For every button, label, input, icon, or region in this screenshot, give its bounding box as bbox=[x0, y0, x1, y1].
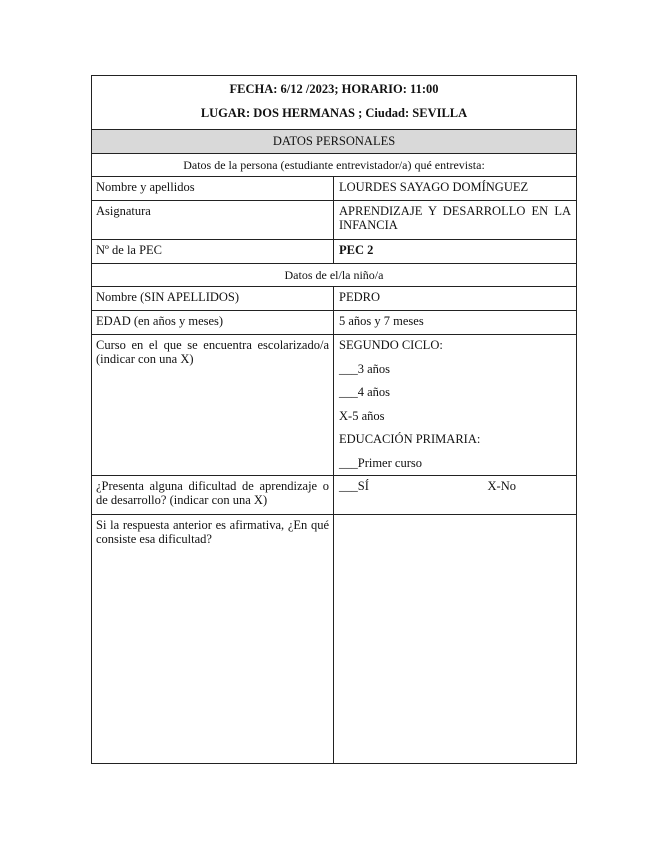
table-row bbox=[92, 334, 576, 475]
date-time-line: FECHA: 6/12 /2023; HORARIO: 11:00 bbox=[229, 82, 439, 96]
interviewer-name-label: Nombre y apellidos bbox=[92, 177, 334, 200]
table-row bbox=[92, 200, 576, 239]
personal-data-section bbox=[92, 129, 576, 153]
difficulty-detail-label: Si la respuesta anterior es afirmativa, ¿En qué consiste esa dificultad? bbox=[92, 515, 334, 763]
table-row bbox=[92, 475, 576, 514]
difficulty-no-option: X-No bbox=[487, 479, 516, 493]
difficulty-detail-value bbox=[334, 515, 576, 763]
difficulty-label: ¿Presenta alguna dificultad de aprendizaje o de desarrollo? (indicar con una X) bbox=[92, 476, 334, 514]
table-row bbox=[92, 310, 576, 334]
table-row bbox=[92, 514, 576, 763]
child-name-label: Nombre (SIN APELLIDOS) bbox=[92, 287, 334, 310]
interview-form bbox=[91, 75, 577, 764]
course-option: SEGUNDO CICLO: bbox=[339, 338, 443, 352]
subject-label: Asignatura bbox=[92, 201, 334, 239]
child-age-label: EDAD (en años y meses) bbox=[92, 311, 334, 334]
course-label: Curso en el que se encuentra escolarizado/a (indicar con una X) bbox=[92, 335, 334, 475]
course-option: ___Primer curso bbox=[339, 455, 422, 470]
difficulty-yes-option: ___SÍ bbox=[339, 479, 369, 493]
interviewer-subsection bbox=[92, 153, 576, 176]
difficulty-answer bbox=[339, 479, 571, 493]
interviewer-name-value: LOURDES SAYAGO DOMÍNGUEZ bbox=[339, 180, 529, 194]
child-subsection bbox=[92, 263, 576, 286]
subsection-title-child: Datos de el/la niño/a bbox=[284, 268, 384, 282]
course-option: ___4 años bbox=[339, 385, 391, 399]
section-title-personal: DATOS PERSONALES bbox=[92, 130, 576, 153]
table-row bbox=[92, 286, 576, 310]
course-options bbox=[334, 335, 576, 475]
subsection-title-interviewer: Datos de la persona (estudiante entrevistador/a) qué entrevista: bbox=[183, 158, 485, 172]
course-option: X-5 años bbox=[339, 408, 385, 423]
course-option: EDUCACIÓN PRIMARIA: bbox=[339, 432, 481, 446]
table-row bbox=[92, 239, 576, 263]
child-age-value: 5 años y 7 meses bbox=[339, 314, 424, 328]
place-city-line: LUGAR: DOS HERMANAS ; Ciudad: SEVILLA bbox=[200, 106, 468, 120]
pec-value: PEC 2 bbox=[339, 243, 374, 257]
child-name-value: PEDRO bbox=[339, 290, 380, 304]
table-row bbox=[92, 176, 576, 200]
course-option: ___3 años bbox=[339, 361, 391, 376]
header-row bbox=[92, 76, 576, 129]
subject-value: APRENDIZAJE Y DESARROLLO EN LA INFANCIA bbox=[339, 204, 571, 232]
pec-label: Nº de la PEC bbox=[92, 240, 334, 263]
